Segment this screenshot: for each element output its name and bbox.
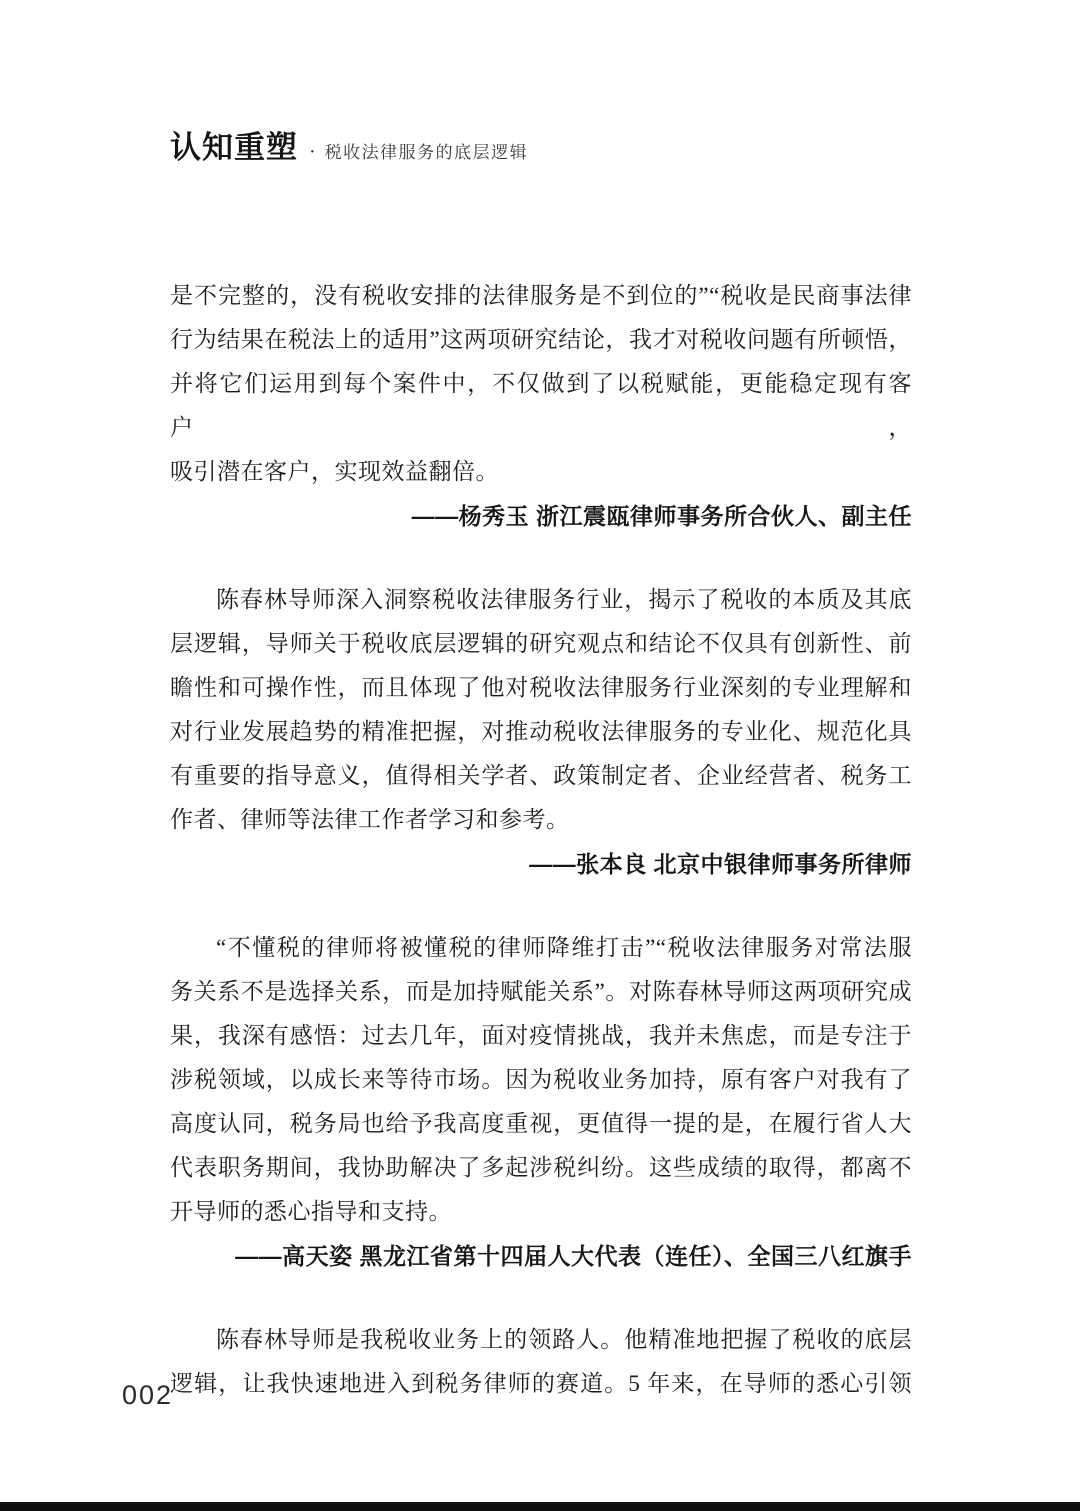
body-line: 陈春林导师是我税收业务上的领路人。他精准地把握了税收的底层 <box>216 1327 912 1352</box>
paragraph <box>170 274 912 494</box>
body-line: 吸引潜在客户，实现效益翻倍。 <box>170 459 499 484</box>
body-line: 高度认同，税务局也给予我高度重视，更值得一提的是，在履行省人大 <box>170 1111 912 1136</box>
body-line: 逻辑，让我快速地进入到税务律师的赛道。5 年来，在导师的悉心引领 <box>170 1371 912 1396</box>
scan-edge-bar <box>0 1502 1080 1511</box>
body-line: 涉税领域，以成长来等待市场。因为税收业务加持，原有客户对我有了 <box>170 1067 912 1092</box>
body-line: 代表职务期间，我协助解决了多起涉税纠纷。这些成绩的取得，都离不 <box>170 1155 912 1180</box>
separator-dot-icon: · <box>309 141 316 163</box>
paragraph <box>170 1318 912 1406</box>
body-line: 作者、律师等法律工作者学习和参考。 <box>170 807 570 832</box>
body-line: 是不完整的，没有税收安排的法律服务是不到位的”“税收是民商事法律 <box>170 283 912 308</box>
paragraph <box>170 926 912 1234</box>
paragraph <box>170 578 912 842</box>
body-line: 对行业发展趋势的精准把握，对推动税收法律服务的专业化、规范化具 <box>170 719 912 744</box>
body-line: 务关系不是选择关系，而是加持赋能关系”。对陈春林导师这两项研究成 <box>170 979 912 1004</box>
running-head <box>170 122 528 167</box>
book-title: 认知重塑 <box>170 130 298 165</box>
book-subtitle: 税收法律服务的底层逻辑 <box>324 143 529 162</box>
body-line: 有重要的指导意义，值得相关学者、政策制定者、企业经营者、税务工 <box>170 763 912 788</box>
body-line: 并将它们运用到每个案件中，不仅做到了以税赋能，更能稳定现有客户， <box>170 371 912 440</box>
body-line: 层逻辑，导师关于税收底层逻辑的研究观点和结论不仅具有创新性、前 <box>170 631 912 656</box>
attribution-line: ——杨秀玉 浙江震瓯律师事务所合伙人、副主任 <box>411 503 912 529</box>
attribution-line: ——高天姿 黑龙江省第十四届人大代表（连任）、全国三八红旗手 <box>235 1243 912 1269</box>
page-number: 002 <box>122 1380 174 1410</box>
page-body <box>170 274 912 1406</box>
body-line: 陈春林导师深入洞察税收法律服务行业，揭示了税收的本质及其底 <box>216 587 912 612</box>
body-line: “不懂税的律师将被懂税的律师降维打击”“税收法律服务对常法服 <box>216 935 912 960</box>
body-line: 行为结果在税法上的适用”这两项研究结论，我才对税收问题有所顿悟， <box>170 327 912 352</box>
body-line: 瞻性和可操作性，而且体现了他对税收法律服务行业深刻的专业理解和 <box>170 675 912 700</box>
body-line: 果，我深有感悟：过去几年，面对疫情挑战，我并未焦虑，而是专注于 <box>170 1023 912 1048</box>
body-line: 开导师的悉心指导和支持。 <box>170 1199 452 1224</box>
attribution-line: ——张本良 北京中银律师事务所律师 <box>529 851 912 877</box>
